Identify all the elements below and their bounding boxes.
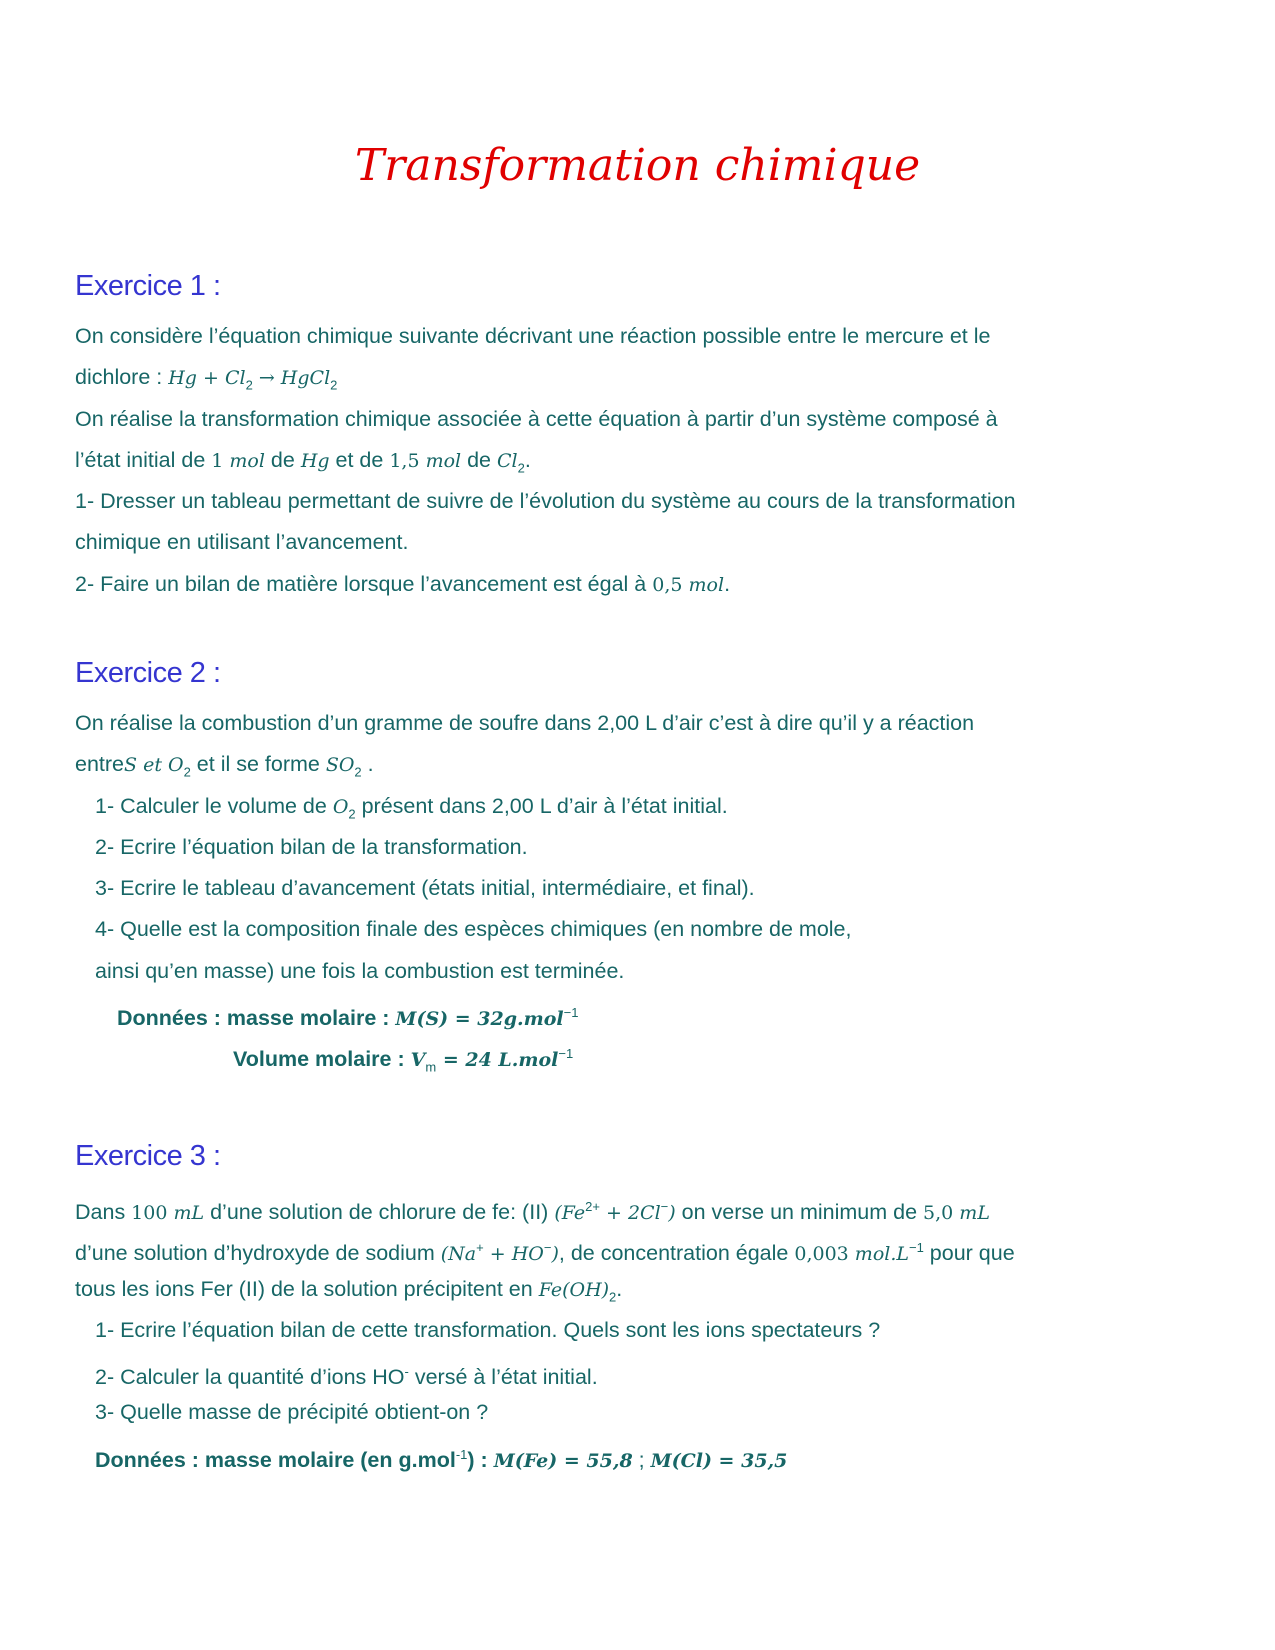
text-segment: . xyxy=(361,752,374,777)
math-segment: m xyxy=(425,1059,437,1075)
math-segment: mol xyxy=(229,449,265,472)
math-segment: -1 xyxy=(455,1446,468,1462)
text-segment: entre xyxy=(75,752,125,777)
math-segment: − xyxy=(543,1240,552,1256)
math-segment: Fe(OH) xyxy=(538,1278,610,1301)
text-line xyxy=(75,1434,1215,1475)
math-segment: 2 xyxy=(330,377,338,393)
text-segment: l’état initial de xyxy=(75,447,212,472)
math-segment: M(S) = 32g.mol xyxy=(395,1008,564,1031)
math-segment: mol.L xyxy=(854,1243,909,1266)
text-line xyxy=(75,564,1215,605)
text-segment: on verse un minimum de xyxy=(675,1200,924,1225)
text-segment: . xyxy=(724,571,731,596)
math-segment: − xyxy=(660,1199,669,1214)
text-line xyxy=(75,440,1215,481)
text-segment: . xyxy=(524,447,531,472)
text-line xyxy=(75,1392,1215,1433)
math-segment: 2 xyxy=(245,377,253,393)
exercise-1 xyxy=(75,268,1215,605)
text-line xyxy=(75,951,1215,992)
math-segment: mol xyxy=(425,449,462,472)
text-segment: 3- Quelle masse de précipité obtient-on ? xyxy=(95,1400,489,1425)
math-segment: mL xyxy=(173,1202,205,1225)
math-segment: Hg xyxy=(300,449,330,472)
text-line xyxy=(75,909,1215,950)
text-segment: dichlore : xyxy=(75,365,169,390)
text-segment: 1- Calculer le volume de xyxy=(95,793,333,818)
text-line xyxy=(75,827,1215,868)
text-segment: d’une solution de chlorure de fe: (II) xyxy=(204,1200,555,1225)
text-line xyxy=(75,1186,1215,1227)
text-segment: pour que xyxy=(923,1241,1015,1266)
math-segment: 2 xyxy=(348,805,356,821)
text-line xyxy=(75,399,1215,440)
math-segment: + xyxy=(476,1240,484,1256)
exercise-heading: Exercice 2 : xyxy=(75,657,221,689)
math-segment: −1 xyxy=(563,1005,579,1021)
math-segment: 2 xyxy=(354,764,362,780)
math-segment: ) xyxy=(551,1243,559,1266)
math-segment: ) xyxy=(668,1202,676,1225)
text-segment: Données : masse molaire (en g.mol xyxy=(95,1447,456,1472)
text-line xyxy=(75,1269,1215,1310)
text-segment: présent dans 2,00 L d’air à l’état initial. xyxy=(355,793,728,818)
math-segment: + 2Cl xyxy=(599,1202,661,1225)
math-segment: 100 xyxy=(131,1202,174,1225)
text-segment: On réalise la transformation chimique associée à cette équation à partir d’un système composé à xyxy=(75,406,998,431)
exercise-2 xyxy=(75,655,1215,1075)
math-segment: Hg + Cl xyxy=(168,367,246,390)
text-line xyxy=(75,1033,1215,1074)
math-segment: Cl xyxy=(497,449,518,472)
math-segment: 1 xyxy=(211,449,230,472)
math-segment: → HgCl xyxy=(252,367,331,390)
text-segment: ) : xyxy=(467,1447,494,1472)
text-segment: 1- Ecrire l’équation bilan de cette transformation. Quels sont les ions spectateurs ? xyxy=(95,1317,881,1342)
text-line xyxy=(75,992,1215,1033)
text-line xyxy=(75,316,1215,357)
math-segment: 1,5 xyxy=(389,449,426,472)
text-segment: 2- Calculer la quantité d’ions HO xyxy=(95,1365,405,1390)
math-segment: SO xyxy=(325,754,355,777)
math-segment: 2 xyxy=(183,764,191,780)
math-segment: M(Cl) = 35,5 xyxy=(650,1449,788,1472)
text-segment: 2- Ecrire l’équation bilan de la transformation. xyxy=(95,834,528,859)
math-segment: + HO xyxy=(483,1243,544,1266)
math-segment: O xyxy=(332,795,349,818)
text-segment: tous les ions Fer (II) de la solution précipitent en xyxy=(75,1276,539,1301)
math-segment: S et O xyxy=(124,754,184,777)
text-segment: On réalise la combustion d’un gramme de soufre dans 2,00 L d’air c’est à dire qu’il y a réaction xyxy=(75,711,975,735)
text-segment: 4- Quelle est la composition finale des espèces chimiques (en nombre de mole, xyxy=(95,917,852,942)
math-segment: −1 xyxy=(909,1240,924,1256)
text-line xyxy=(75,868,1215,909)
math-segment: 0,003 xyxy=(794,1243,855,1266)
text-segment: 2- Faire un bilan de matière lorsque l’avancement est égal à xyxy=(75,571,653,596)
text-line xyxy=(75,481,1215,522)
math-segment: = 24 L.mol xyxy=(436,1049,559,1072)
text-segment: ainsi qu’en masse) une fois la combustion est terminée. xyxy=(95,958,625,983)
text-segment: et il se forme xyxy=(190,752,326,777)
text-segment: 3- Ecrire le tableau d’avancement (états initial, intermédiaire, et final). xyxy=(95,876,755,901)
text-segment: Données : masse molaire : xyxy=(117,1006,396,1031)
math-segment: 2 xyxy=(517,460,525,476)
text-segment: ; xyxy=(632,1447,651,1472)
math-segment: V xyxy=(410,1049,426,1072)
math-segment: 5,0 xyxy=(923,1202,960,1225)
text-segment: , de concentration égale xyxy=(558,1241,795,1266)
math-segment: mL xyxy=(959,1202,990,1225)
text-line xyxy=(75,1351,1215,1392)
text-segment: Volume molaire : xyxy=(233,1047,411,1072)
math-segment: −1 xyxy=(558,1046,574,1062)
text-segment: On considère l’équation chimique suivante décrivant une réaction possible entre le mercure et le xyxy=(75,324,991,348)
document-title: Transformation chimique xyxy=(354,140,921,191)
math-segment: - xyxy=(404,1364,409,1380)
text-line xyxy=(75,522,1215,563)
exercise-heading: Exercice 1 : xyxy=(75,270,221,302)
text-line xyxy=(75,1310,1215,1351)
text-segment: . xyxy=(616,1276,623,1301)
math-segment: 2+ xyxy=(585,1199,600,1214)
text-segment: chimique en utilisant l’avancement. xyxy=(75,530,409,555)
text-segment: d’une solution d’hydroxyde de sodium xyxy=(75,1241,441,1266)
text-line xyxy=(75,1227,1215,1268)
math-segment: 0,5 xyxy=(652,573,689,596)
exercise-heading: Exercice 3 : xyxy=(75,1140,221,1172)
text-line xyxy=(75,744,1215,785)
math-segment: M(Fe) = 55,8 xyxy=(493,1449,633,1472)
text-segment: Dans xyxy=(75,1200,132,1225)
text-segment: de xyxy=(264,447,301,472)
math-segment: (Na xyxy=(440,1243,477,1266)
text-line xyxy=(75,357,1215,398)
text-segment: 1- Dresser un tableau permettant de suivre de l’évolution du système au cours de la transformation xyxy=(75,489,1016,514)
math-segment: 2 xyxy=(609,1288,617,1304)
text-segment: versé à l’état initial. xyxy=(408,1365,598,1390)
text-segment: et de xyxy=(329,447,390,472)
math-segment: (Fe xyxy=(554,1202,586,1225)
math-segment: mol xyxy=(688,573,725,596)
text-segment: de xyxy=(461,447,497,472)
exercise-3 xyxy=(75,1138,1215,1475)
text-line xyxy=(75,786,1215,827)
text-line xyxy=(75,703,1215,744)
